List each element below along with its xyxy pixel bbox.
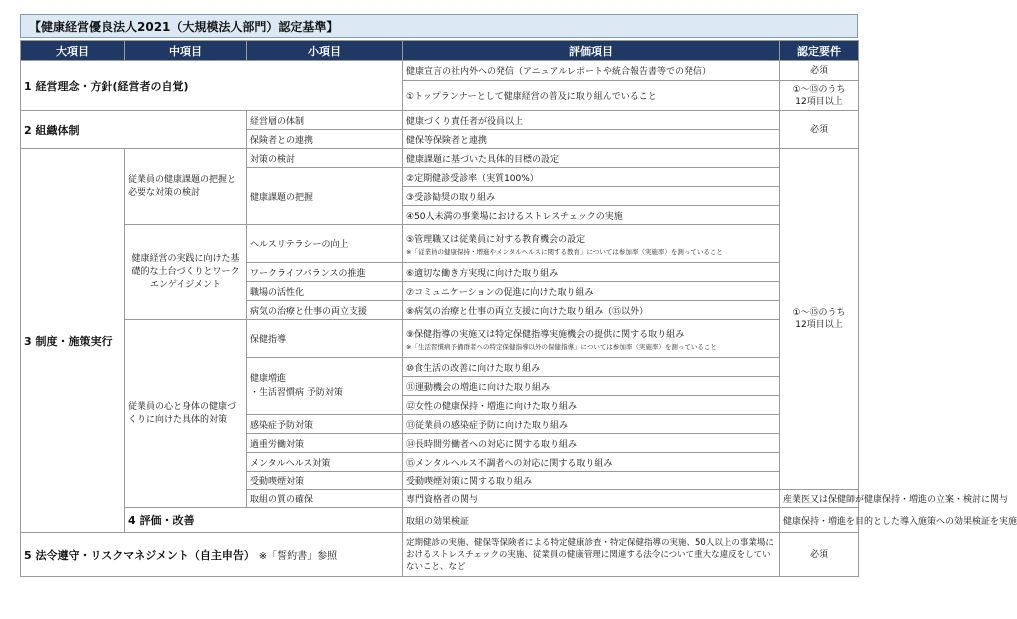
sec3-m4-minor1: 専門資格者の関与 (403, 490, 780, 508)
sec3-m1-eval1: 健康課題に基づいた具体的目標の設定 (403, 149, 780, 168)
sec3-m3-eval6: ⑭長時間労働者への対応に関する取り組み (403, 434, 780, 453)
sec3-m3-minor2 (247, 358, 403, 415)
table-row (21, 61, 859, 81)
sec3-req (780, 149, 859, 490)
header-requirement: 認定要件 (780, 41, 859, 61)
sec1-req2b: 12項目以上 (795, 96, 843, 107)
sec3-m1-eval2: ②定期健診受診率（実質100%） (403, 168, 780, 187)
sec3-m1-minor1: 対策の検討 (247, 149, 403, 168)
table-row (21, 149, 859, 168)
sec3-m3-minor4: 過重労働対策 (247, 434, 403, 453)
sec2-eval2: 健保等保険者と連携 (403, 130, 780, 149)
sec3-m2-minor1: ヘルスリテラシーの向上 (247, 225, 403, 263)
sec3-m3-note1: ※「生活習慣病予備群者への特定保健指導以外の保健指導」については参加率（実施率）を測っていること (406, 342, 717, 351)
sec3-m2-minor2: ワークライフバランスの推進 (247, 263, 403, 282)
document-title: 【健康経営優良法人2021（大規模法人部門）認定基準】 (20, 14, 858, 38)
sec2-minor2: 保険者との連携 (247, 130, 403, 149)
sec3-m2-eval1-cell (403, 225, 780, 263)
sec2-req: 必須 (780, 111, 859, 149)
sec3-m2-eval4: ⑧病気の治療と仕事の両立支援に向けた取り組み（⑮以外） (403, 301, 780, 320)
sec5-major-note: ※「誓約書」参照 (258, 550, 338, 562)
sec3-middle3: 従業員の心と身体の健康づくりに向けた具体的対策 (125, 320, 247, 508)
sec5-eval: 定期健診の実施、健保等保険者による特定健康診査・特定保健指導の実施、50人以上の事業場におけるストレスチェックの実施、従業員の健康管理に関連する法令について重大な違反をしていないこと、など (403, 533, 780, 577)
sec3-m3-minor6: 受動喫煙対策 (247, 472, 403, 490)
sec3-m2-eval2: ⑥適切な働き方実現に向けた取り組み (403, 263, 780, 282)
sec3-middle1: 従業員の健康課題の把握と必要な対策の検討 (125, 149, 247, 225)
sec3-m3-minor2b: ・生活習慣病 予防対策 (250, 388, 343, 398)
sec1-req2a: ①～⑮のうち (792, 84, 846, 95)
sec3-m3-minor3: 感染症予防対策 (247, 415, 403, 434)
sec2-minor1: 経営層の体制 (247, 111, 403, 130)
table-row (21, 533, 859, 577)
sec3-m3-eval7: ⑮メンタルヘルス不調者への対応に関する取り組み (403, 453, 780, 472)
sec1-eval2: ①トップランナーとして健康経営の普及に取り組んでいること (403, 81, 780, 111)
header-row (21, 41, 859, 61)
sec3-m1-eval3: ③受診勧奨の取り組み (403, 187, 780, 206)
sec4-major: 4 評価・改善 (125, 508, 403, 533)
sec3-m3-minor2a: 健康増進 (250, 374, 287, 384)
sec1-req2 (780, 81, 859, 111)
header-eval: 評価項目 (403, 41, 780, 61)
sec3-m3-eval2: ⑩食生活の改善に向けた取り組み (403, 358, 780, 377)
sec3-m2-minor4: 病気の治療と仕事の両立支援 (247, 301, 403, 320)
header-major: 大項目 (21, 41, 125, 61)
sec2-eval1: 健康づくり責任者が役員以上 (403, 111, 780, 130)
sec3-m1-eval4: ④50人未満の事業場におけるストレスチェックの実施 (403, 206, 780, 225)
sec3-m1-minor2: 健康課題の把握 (247, 168, 403, 225)
sec3-middle2: 健康経営の実践に向けた基礎的な土台づくりとワークエンゲイジメント (125, 225, 247, 320)
sec3-m2-eval3: ⑦コミュニケーションの促進に向けた取り組み (403, 282, 780, 301)
sec1-major: 1 経営理念・方針(経営者の自覚) (21, 61, 403, 111)
sec5-major-cell (21, 533, 403, 577)
sec3-m2-eval1: ⑤管理職又は従業員に対する教育機会の設定 (406, 234, 586, 245)
header-middle: 中項目 (125, 41, 247, 61)
sec1-eval1: 健康宣言の社内外への発信（アニュアルレポートや統合報告書等での発信） (403, 61, 780, 81)
sec1-req1: 必須 (780, 61, 859, 81)
sec2-major: 2 組織体制 (21, 111, 247, 149)
table-row (21, 225, 859, 263)
sec3-m3-eval1-cell (403, 320, 780, 358)
sec3-m3-eval4: ⑫女性の健康保持・増進に向けた取り組み (403, 396, 780, 415)
sec3-m3-eval3: ⑪運動機会の増進に向けた取り組み (403, 377, 780, 396)
sec3-m3-minor1: 保健指導 (247, 320, 403, 358)
sec3-m2-note1: ※「従業員の健康保持・増進やメンタルヘルスに関する教育」については参加率（実施率）を測っていること (406, 247, 723, 256)
sec4-minor: 取組の効果検証 (403, 508, 780, 533)
table-row (21, 320, 859, 358)
sec5-req: 必須 (780, 533, 859, 577)
header-minor: 小項目 (247, 41, 403, 61)
table-row (21, 508, 859, 533)
sec3-m4-eval1: 産業医又は保健師が健康保持・増進の立案・検討に関与 (780, 490, 859, 508)
criteria-document (20, 14, 1017, 577)
sec3-req-a: ①～⑮のうち (792, 308, 846, 318)
sec3-m3-eval8: 受動喫煙対策に関する取り組み (403, 472, 780, 490)
sec3-m2-minor3: 職場の活性化 (247, 282, 403, 301)
sec4-eval: 健康保持・増進を目的とした導入施策への効果検証を実施 (780, 508, 859, 533)
sec3-req-b: 12項目以上 (795, 320, 843, 330)
sec3-m3-eval5: ⑬従業員の感染症予防に向けた取り組み (403, 415, 780, 434)
table-row (21, 111, 859, 130)
criteria-table (20, 40, 1017, 577)
sec3-m3-minor5: メンタルヘルス対策 (247, 453, 403, 472)
sec5-major: 5 法令遵守・リスクマネジメント（自主申告） (24, 548, 255, 562)
sec3-m3-eval1: ⑨保健指導の実施又は特定保健指導実施機会の提供に関する取り組み (406, 329, 685, 340)
sec3-middle4: 取組の質の確保 (247, 490, 403, 508)
sec3-major: 3 制度・施策実行 (21, 149, 125, 533)
